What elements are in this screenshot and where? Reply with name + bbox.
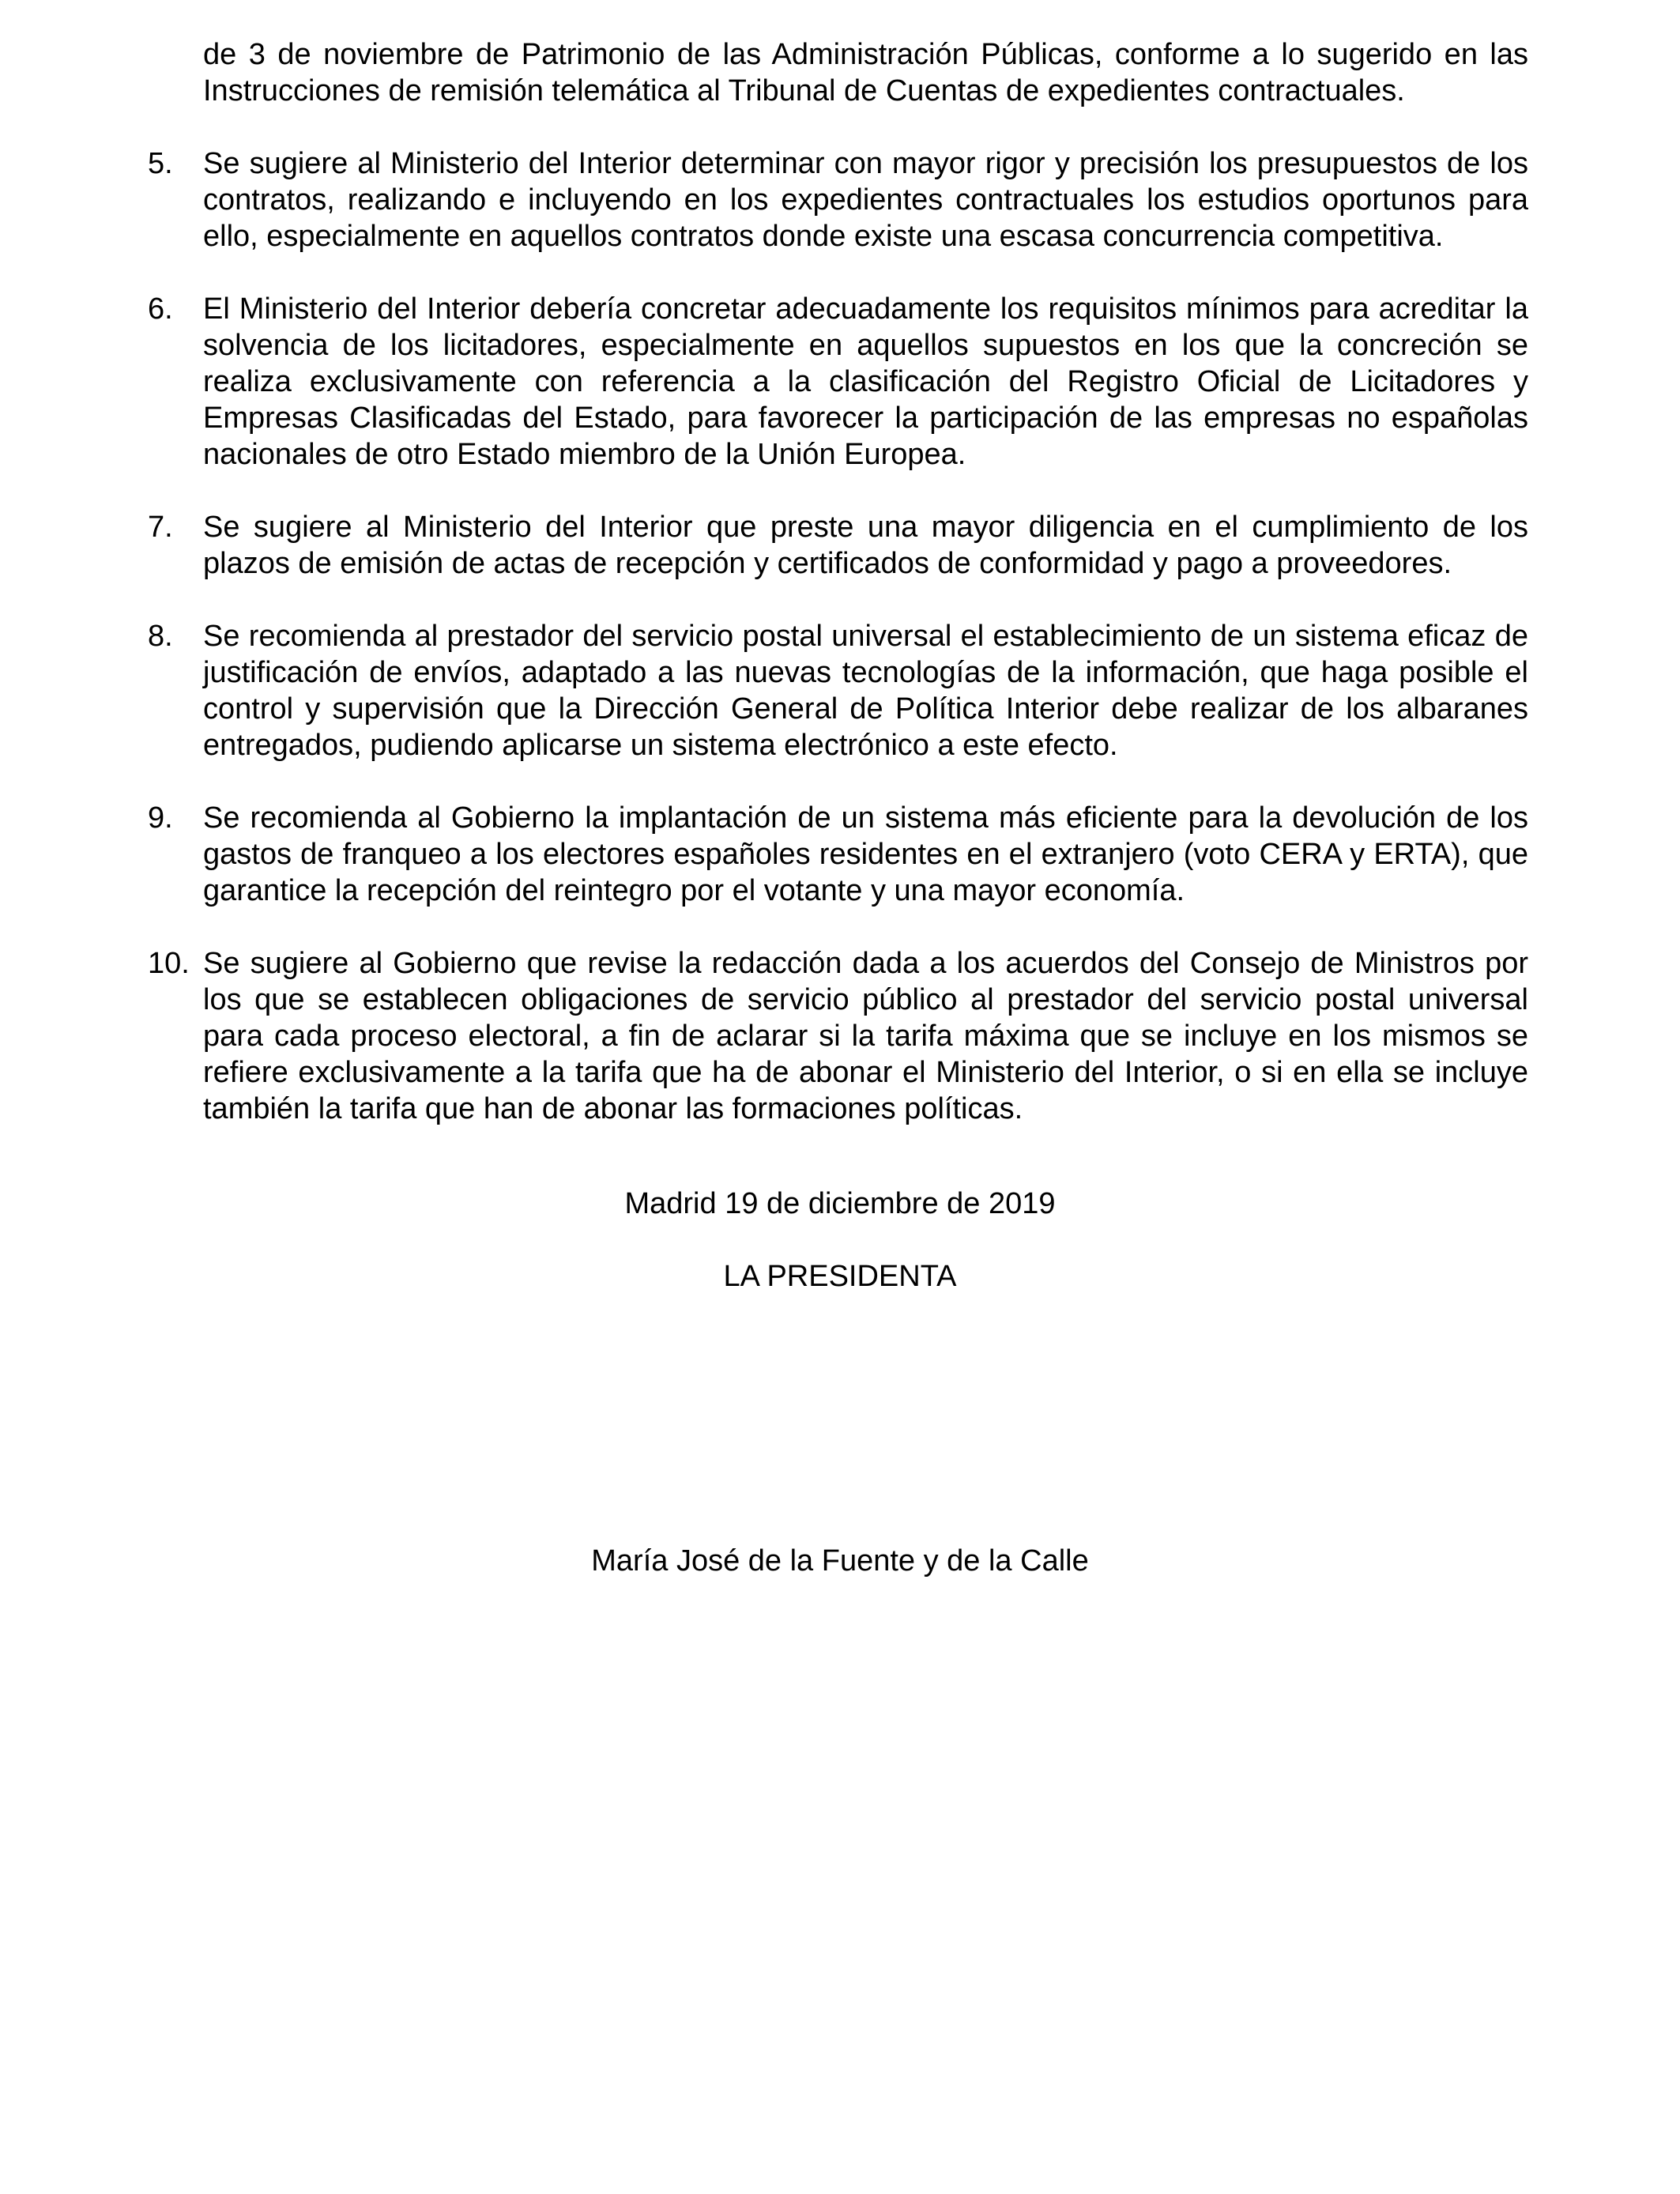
list-item-8 [148,618,1528,763]
list-item-number: 9. [148,801,173,835]
signatory-title: LA PRESIDENTA [723,1260,957,1293]
recommendations-body [148,36,1528,1163]
list-item-9 [148,800,1528,909]
list-item-number: 7. [148,511,173,544]
list-item-7 [148,509,1528,582]
list-item-10 [148,945,1528,1127]
list-item-text: Se recomienda al prestador del servicio postal universal el establecimiento de un sistema eficaz de justificación de envíos, adaptado a las nuevas tecnologías de la información, que haga posible el control y supervisión que la Dirección General de Política Interior debe realizar de los albaranes entregados, pudiendo aplicarse un sistema electrónico a este efecto. [203,620,1528,762]
continuation-paragraph [148,36,1528,109]
signatory-name: María José de la Fuente y de la Calle [591,1544,1089,1578]
list-item-5 [148,145,1528,254]
list-item-number: 8. [148,620,173,653]
date-line: Madrid 19 de diciembre de 2019 [624,1187,1056,1220]
list-item-number: 10. [148,947,190,980]
list-item-text: El Ministerio del Interior debería concretar adecuadamente los requisitos mínimos para acreditar la solvencia de los licitadores, especialmente en aquellos supuestos en los que la concreción se realiza exclusivamente con referencia a la clasificación del Registro Oficial de Licitadores y Empresas Clasificadas del Estado, para favorecer la participación de las empresas no españolas nacionales de otro Estado miembro de la Unión Europea. [203,292,1528,471]
list-item-text: Se sugiere al Ministerio del Interior determinar con mayor rigor y precisión los presupuestos de los contratos, realizando e incluyendo en los expedientes contractuales los estudios oportunos para ello, especialmente en aquellos contratos donde existe una escasa concurrencia competitiva. [203,147,1528,253]
list-item-number: 5. [148,147,173,180]
continuation-text: de 3 de noviembre de Patrimonio de las Administración Públicas, conforme a lo sugerido en las Instrucciones de remisión telemática al Tribunal de Cuentas de expedientes contractuales. [203,38,1528,107]
list-item-number: 6. [148,292,173,326]
list-item-text: Se recomienda al Gobierno la implantación de un sistema más eficiente para la devolución de los gastos de franqueo a los electores españoles residentes en el extranjero (voto CERA y ERTA), que garantice la recepción del reintegro por el votante y una mayor economía. [203,801,1528,907]
list-item-6 [148,291,1528,473]
list-item-text: Se sugiere al Gobierno que revise la redacción dada a los acuerdos del Consejo de Ministros por los que se establecen obligaciones de servicio público al prestador del servicio postal universal para cada proceso electoral, a fin de aclarar si la tarifa máxima que se incluye en los mismos se refiere exclusivamente a la tarifa que ha de abonar el Ministerio del Interior, o si en ella se incluye también la tarifa que han de abonar las formaciones políticas. [203,947,1528,1125]
list-item-text: Se sugiere al Ministerio del Interior que preste una mayor diligencia en el cumplimiento de los plazos de emisión de actas de recepción y certificados de conformidad y pago a proveedores. [203,511,1528,580]
